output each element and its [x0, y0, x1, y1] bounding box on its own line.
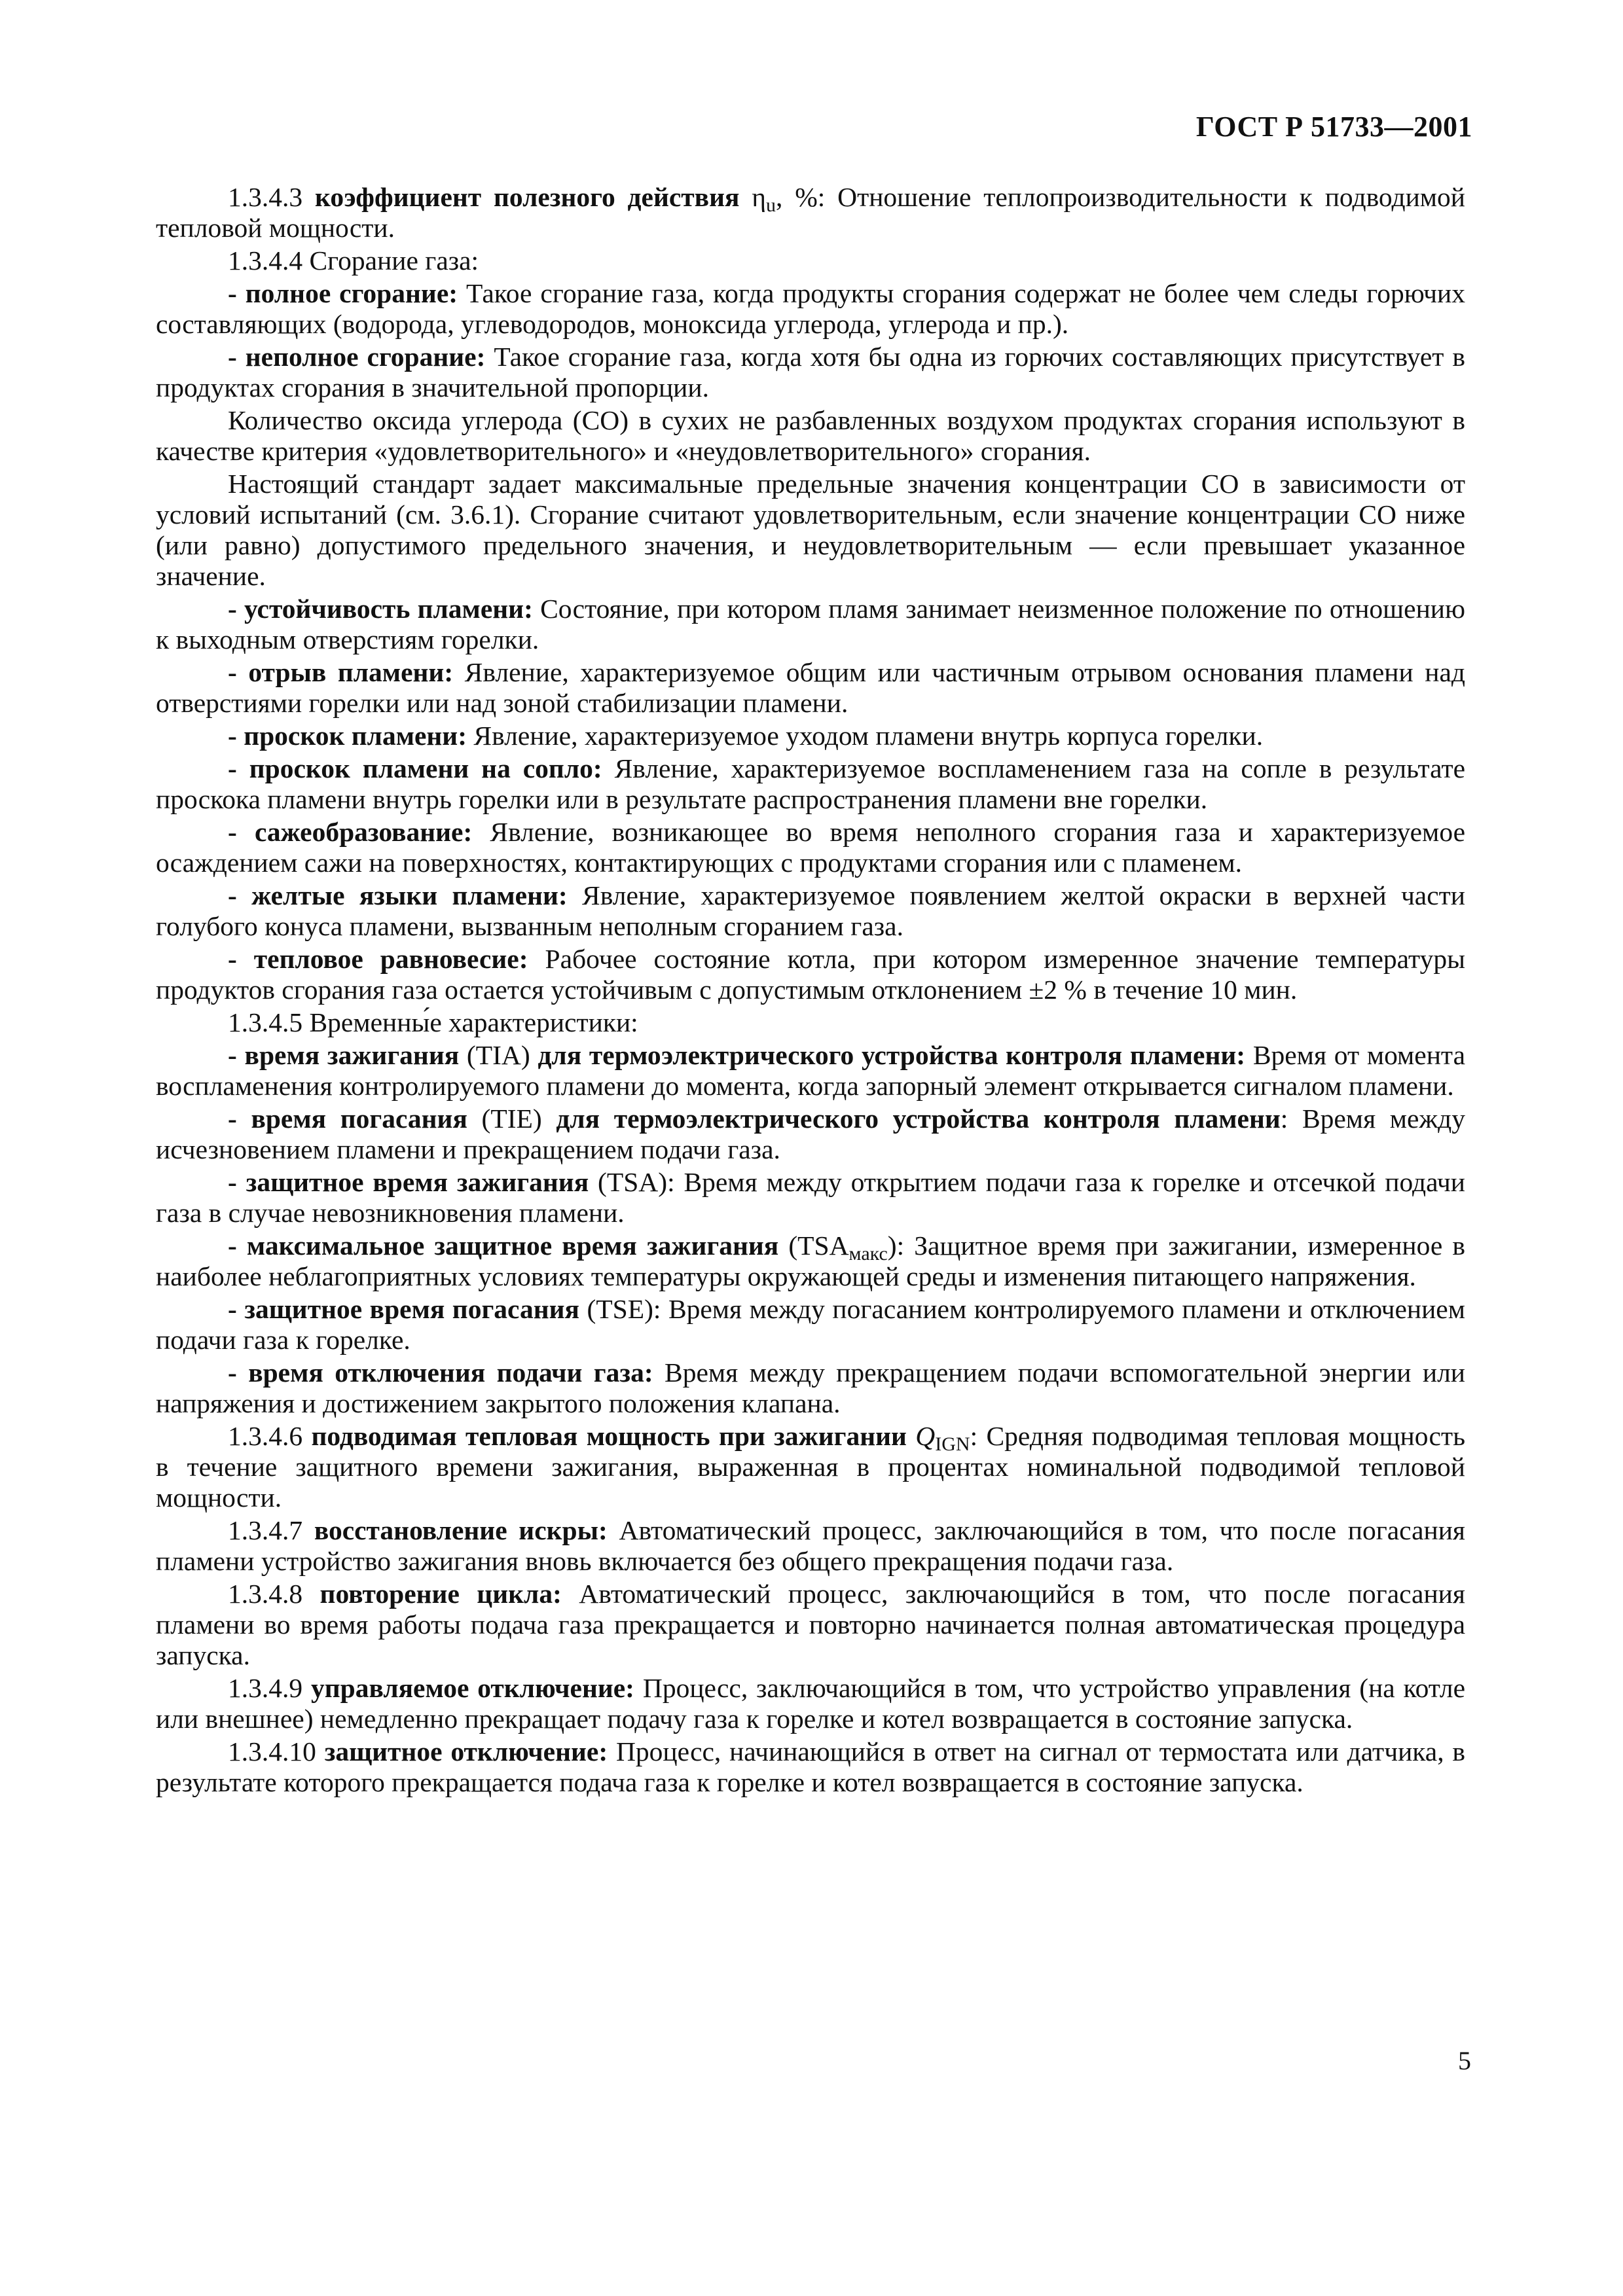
definition-incomplete-combustion: - неполное сгорание: Такое сгорание газа, когда хотя бы одна из горючих составляющих присутствует в продуктах сгорания в значительной пропорции.: [156, 342, 1465, 403]
definition-safety-ignition-time: - защитное время зажигания (TSA): Время между открытием подачи газа к горелке и отсечкой подачи газа в случае невозникновения пламени.: [156, 1167, 1466, 1228]
paragraph-1-3-4-8: 1.3.4.8 повторение цикла: Автоматический процесс, заключающийся в том, что после погасания пламени во время работы подача газа прекращается и повторно начинается полная автоматическая процедура запуска.: [156, 1579, 1465, 1670]
paragraph-1-3-4-3: 1.3.4.3 коэффициент полезного действия $\eta_u$, %: Отношение теплопроизводительности к подводимой тепловой мощности.: [156, 182, 1466, 243]
page-number: 5: [1458, 2046, 1471, 2075]
definition-gas-shutoff-time: - время отключения подачи газа: Время между прекращением подачи вспомогательной энергии или напряжения и достижением закрытого положения клапана.: [156, 1357, 1465, 1418]
definition-flame-stability: - устойчивость пламени: Состояние, при котором пламя занимает неизменное положение по отношению к выходным отверстиям горелки.: [156, 594, 1465, 655]
paragraph-1-3-4-9: 1.3.4.9 управляемое отключение: Процесс, заключающийся в том, что устройство управления (на котле или внешнее) немедленно прекращает подачу газа к горелке и котел возвращается в состояние запуска.: [156, 1673, 1466, 1734]
definition-thermal-equilibrium: - тепловое равновесие: Рабочее состояние котла, при котором измеренное значение температуры продуктов сгорания газа остается устойчивым с допустимым отклонением ±2 % в течение 10 мин.: [156, 944, 1465, 1005]
definition-max-safety-ignition-time: - максимальное защитное время зажигания $(TSA_{макс})$: Защитное время при зажигании, измеренное в наиболее неблагоприятных условиях температуры окружающей среды и изменения питающего напряжения.: [156, 1230, 1465, 1291]
definition-flashback-nozzle: - проскок пламени на сопло: Явление, характеризуемое воспламенением газа на сопле в результате проскока пламени внутрь горелки или в результате распространения пламени вне горелки.: [156, 753, 1465, 814]
paragraph-1-3-4-4: 1.3.4.4 Сгорание газа:: [228, 245, 479, 276]
definition-extinction-time: - время погасания (TIE) для термоэлектрического устройства контроля пламени: Время между исчезновением пламени и прекращением подачи газа.: [156, 1103, 1465, 1164]
paragraph-1-3-4-7: 1.3.4.7 восстановление искры: Автоматический процесс, заключающийся в том, что после погасания пламени устройство зажигания вновь включается без общего прекращения подачи газа.: [156, 1515, 1466, 1576]
definition-complete-combustion: - полное сгорание: Такое сгорание газа, когда продукты сгорания содержат не более чем следы горючих составляющих (водорода, углеводородов, моноксида углерода, углерода и пр.).: [156, 278, 1465, 339]
paragraph-1-3-4-6: 1.3.4.6 подводимая тепловая мощность при зажигании $Q_{IGN}$: Средняя подводимая тепловая мощность в течение защитного времени зажигания, выраженная в процентах номинальной подводимой тепловой мощности.: [156, 1421, 1466, 1513]
document-body: [156, 182, 1465, 1798]
paragraph-co-criterion: Количество оксида углерода (CO) в сухих не разбавленных воздухом продуктах сгорания используют в качестве критерия «удовлетворительного» и «неудовлетворительного» сгорания.: [156, 405, 1465, 466]
paragraph-1-3-4-5: 1.3.4.5 Временны́е характеристики:: [228, 1007, 638, 1037]
definition-safety-extinction-time: - защитное время погасания (TSE): Время между погасанием контролируемого пламени и отключением подачи газа к горелке.: [156, 1294, 1465, 1355]
definition-sooting: - сажеобразование: Явление, возникающее во время неполного сгорания газа и характеризуемое осаждением сажи на поверхностях, контактирующих с продуктами сгорания или с пламенем.: [156, 817, 1465, 878]
definition-flame-lift: - отрыв пламени: Явление, характеризуемое общим или частичным отрывом основания пламени над отверстиями горелки или над зоной стабилизации пламени.: [156, 657, 1465, 718]
definition-flashback: - проскок пламени: Явление, характеризуемое уходом пламени внутрь корпуса горелки.: [228, 721, 1264, 751]
paragraph-1-3-4-10: 1.3.4.10 защитное отключение: Процесс, начинающийся в ответ на сигнал от термостата или датчика, в результате которого прекращается подача газа к горелке и котел возвращается в состояние запуска.: [156, 1736, 1466, 1797]
paragraph-co-limits: Настоящий стандарт задает максимальные предельные значения концентрации CO в зависимости от условий испытаний (см. 3.6.1). Сгорание считают удовлетворительным, если значение концентрации CO ниже (или равно) допустимого предельного значения, и неудовлетворительным — если превышает указанное значение.: [156, 469, 1465, 591]
definition-yellow-tips: - желтые языки пламени: Явление, характеризуемое появлением желтой окраски в верхней части голубого конуса пламени, вызванным неполным сгоранием газа.: [156, 880, 1465, 941]
definition-ignition-time: - время зажигания (TIA) для термоэлектрического устройства контроля пламени: Время от момента воспламенения контролируемого пламени до момента, когда запорный элемент открывается сигналом пламени.: [156, 1040, 1465, 1101]
page-header-standard: ГОСТ Р 51733—2001: [1195, 111, 1472, 143]
